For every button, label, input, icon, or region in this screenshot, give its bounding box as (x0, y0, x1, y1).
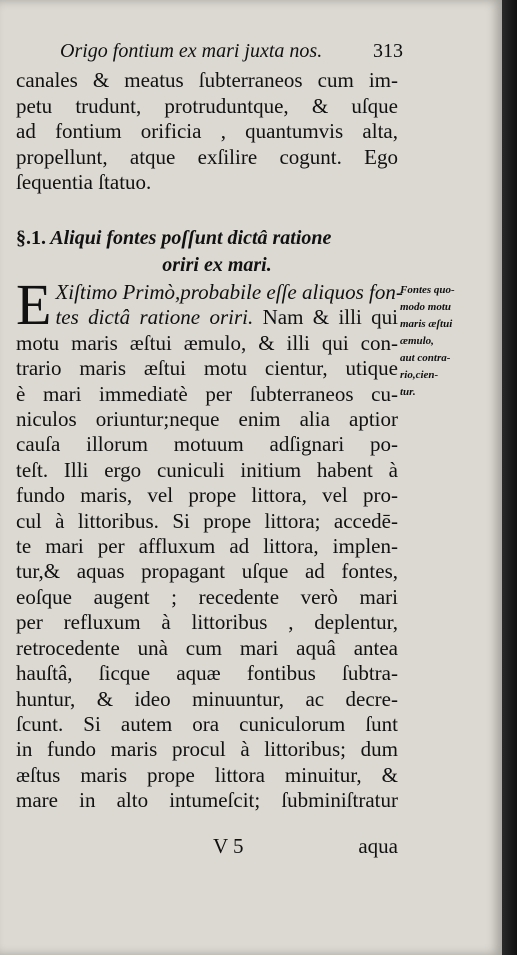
signature-mark: V 5 (213, 834, 244, 858)
text-line: è mari immediatè per ſubterraneos cu- (16, 381, 398, 406)
running-title: Origo fontium ex mari juxta nos. (60, 40, 323, 62)
text-line: Xiſtimo Primò,probabile eſſe aliquos fon- (55, 280, 403, 304)
marginal-line: maris æſtui (400, 318, 453, 330)
text-line: trario maris æſtui motu cientur, utique (16, 356, 398, 381)
text-line: hauſtâ, ſicque aquæ fontibus ſubtra- (16, 661, 398, 686)
text-line: motu maris æſtui æmulo, & illi qui con- (16, 330, 398, 355)
section-number: §.1. (16, 227, 46, 249)
marginal-line: rio,cien- (400, 369, 439, 381)
marginal-line: Fontes quo- (400, 284, 455, 296)
marginal-note (400, 282, 490, 401)
text-line: tes dictâ ratione oriri. Nam & illi qui (55, 305, 399, 330)
text-line: niculos oriuntur;neque enim alia aptior (16, 407, 398, 432)
page-number: 313 (373, 40, 403, 62)
text-line: fundo maris, vel prope littora, vel pro- (16, 483, 398, 508)
text-line: per refluxum à littoribus , deplentur, (16, 610, 398, 635)
text-line: mare in alto intumeſcit; ſubminiſtratur (16, 788, 398, 813)
text-line: teſt. Illi ergo cuniculi initium habent à (16, 457, 398, 482)
text-line: eoſque augent ; recedente verò mari (16, 584, 398, 609)
section-title-line2: oriri ex mari. (162, 254, 272, 276)
text-line: ſequentia ſtatuo. (16, 170, 152, 195)
main-paragraph (16, 272, 403, 814)
opening-paragraph (16, 68, 398, 196)
marginal-line: aut contra- (400, 352, 451, 364)
text-line: huntur, & ideo minuuntur, ac decre- (16, 686, 398, 711)
catchword: aqua (358, 834, 398, 858)
page-edge-shadow (502, 0, 517, 955)
text-line: te mari per affluxum ad littora, implen- (16, 534, 398, 559)
running-header (60, 40, 403, 63)
text-line: in fundo maris procul à littoribus; dum (16, 737, 398, 762)
text-line: retrocedente unà cum mari aquâ antea (16, 635, 398, 660)
section-heading (16, 225, 398, 279)
text-line: cauſa illorum motuum adſignari po- (16, 432, 398, 457)
text-line: æſtus maris prope littora minuitur, & (16, 762, 398, 787)
text-line: ſcunt. Si autem ora cuniculorum ſunt (16, 711, 398, 736)
text-line: propellunt, atque exſilire cogunt. Ego (16, 144, 398, 169)
text-line: ad fontium orificia , quantumvis alta, (16, 119, 398, 144)
marginal-line: æmulo, (400, 335, 434, 347)
text-line: cul à littoribus. Si prope littora; accedē- (16, 508, 398, 533)
drop-capital: E (16, 272, 52, 337)
marginal-line: tur. (400, 386, 416, 398)
text-line: petu trudunt, protruduntque, & uſque (16, 93, 398, 118)
section-title-line1: Aliqui fontes poſſunt dictâ ratione (50, 227, 332, 249)
text-line: tur,& aquas propagant uſque ad fontes, (16, 559, 398, 584)
marginal-line: modo motu (400, 301, 452, 313)
text-line: canales & meatus ſubterraneos cum im- (16, 68, 398, 92)
